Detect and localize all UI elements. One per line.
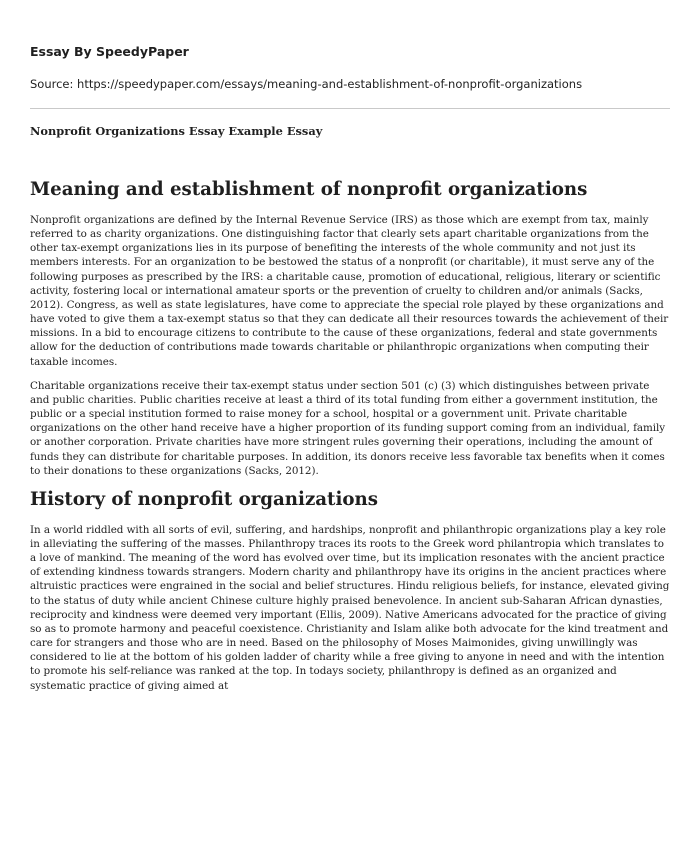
document-subtitle: Nonprofit Organizations Essay Example Essay [30,124,323,138]
paragraph: In a world riddled with all sorts of evil, suffering, and hardships, nonprofit and philanthropic organizations play a key role in alleviating the suffering of the masses. Philanthropy traces its roots to the Greek word philantropia which translates to a love of mankind. The meaning of the word has evolved over time, but its implication resonates with the ancient practice of extending kindness towards strangers. Modern charity and philanthropy have its origins in the ancient practices where altruistic practices were engrained in the social and belief structures. Hindu religious beliefs, for instance, elevated giving to the status of duty while ancient Chinese culture highly praised benevolence. In ancient sub-Saharan African dynasties, reciprocity and kindness were deemed very important (Ellis, 2009). Native Americans advocated for the practice of giving so as to promote harmony and peaceful coexistence. Christianity and Islam alike both advocate for the kind treatment and care for strangers and those who are in need. Based on the philosophy of Moses Maimonides, giving unwillingly was considered to lie at the bottom of his golden ladder of charity while a free giving to anyone in need and with the intention to promote his self-reliance was ranked at the top. In todays society, philanthropy is defined as an organized and systematic practice of giving aimed at [30,523,670,692]
divider [30,108,670,109]
section-heading-meaning: Meaning and establishment of nonprofit organizations [30,179,588,200]
paragraph: Charitable organizations receive their tax-exempt status under section 501 (c) (3) which distinguishes between private and public charities. Public charities receive at least a third of its total funding from either a government institution, the public or a special institution formed to raise money for a school, hospital or a government unit. Private charitable organizations on the other hand receive have a higher proportion of its funding support coming from an individual, family or another corporation. Private charities have more stringent rules governing their operations, including the amount of funds they can distribute for charitable purposes. In addition, its donors receive less favorable tax benefits when it comes to their donations to these organizations (Sacks, 2012). [30,379,666,477]
section-heading-history: History of nonprofit organizations [30,488,378,510]
source-line: Source: https://speedypaper.com/essays/meaning-and-establishment-of-nonprofit-organizations [30,77,583,91]
essay-by-label: Essay By SpeedyPaper [30,44,189,59]
paragraph: Nonprofit organizations are defined by the Internal Revenue Service (IRS) as those which are exempt from tax, mainly referred to as charity organizations. One distinguishing factor that clearly sets apart charitable organizations from the other tax-exempt organizations lies in its purpose of benefiting the interests of the whole community and not just its members interests. For an organization to be bestowed the status of a nonprofit (or charitable), it must serve any of the following purposes as prescribed by the IRS: a charitable cause, promotion of educational, religious, literary or scientific activity, fostering local or international amateur sports or the prevention of cruelty to children and/or animals (Sacks, 2012). Congress, as well as state legislatures, have come to appreciate the special role played by these organizations and have voted to give them a tax-exempt status so that they can dedicate all their resources towards the achievement of their missions. In a bid to encourage citizens to contribute to the cause of these organizations, federal and state governments allow for the deduction of contributions made towards charitable or philanthropic organizations when computing their taxable incomes. [30,214,669,368]
